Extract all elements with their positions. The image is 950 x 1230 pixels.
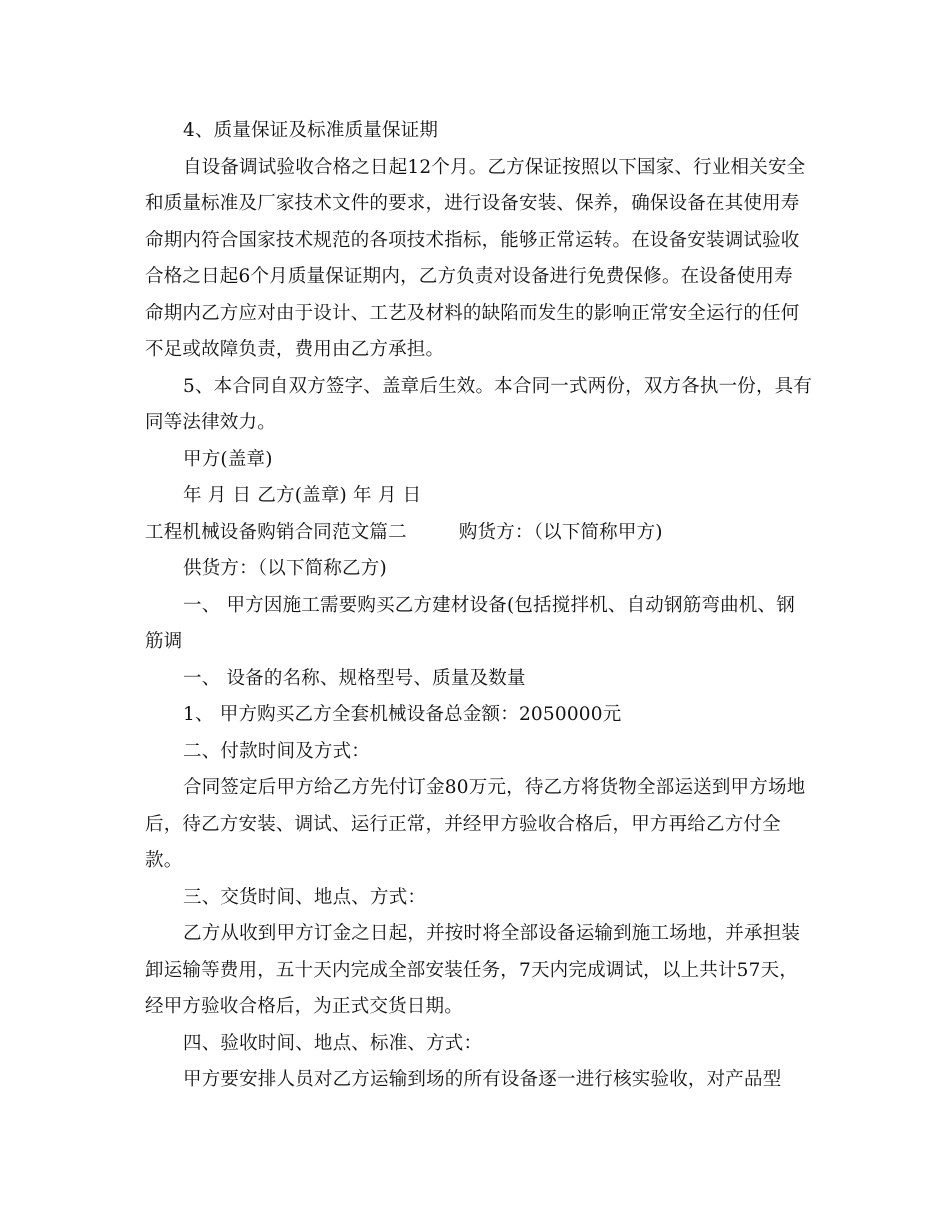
supplier-label: 供货方：（以下简称乙方) — [183, 558, 387, 579]
contract-title-line — [145, 520, 810, 546]
paragraph-line: 自设备调试验收合格之日起12个月。乙方保证按照以下国家、行业相关安全 — [183, 157, 806, 178]
paragraph-line: 同等法律效力。 — [145, 412, 276, 433]
paragraph-line: 卸运输等费用，五十天内完成全部安装任务，7天内完成调试，以上共计57天， — [145, 960, 799, 981]
paragraph-line: 后，待乙方安装、调试、运行正常，并经甲方验收合格后，甲方再给乙方付全 — [145, 814, 781, 835]
party-a-seal-line: 甲方(盖章) — [183, 449, 273, 470]
paragraph-line: 合同签定后甲方给乙方先付订金80万元，待乙方将货物全部运送到甲方场地 — [183, 777, 806, 798]
paragraph-line: 乙方从收到甲方订金之日起，并按时将全部设备运输到施工场地，并承担装 — [183, 923, 801, 944]
signature-date-line: 年 月 日 乙方(盖章) 年 月 日 — [183, 485, 422, 506]
section-heading-quality-guarantee: 4、质量保证及标准质量保证期 — [183, 120, 439, 141]
paragraph-line: 命期内乙方应对由于设计、工艺及材料的缺陷而发生的影响正常安全运行的任何 — [145, 303, 800, 324]
paragraph-line: 命期内符合国家技术规范的各项技术指标，能够正常运转。在设备安装调试验收 — [145, 230, 800, 251]
paragraph-line: 5、本合同自双方签字、盖章后生效。本合同一式两份，双方各执一份，具有 — [183, 376, 813, 397]
paragraph-line: 1、 甲方购买乙方全套机械设备总金额：2050000元 — [183, 704, 622, 725]
buyer-label: 购货方：（以下简称甲方) — [458, 522, 663, 543]
paragraph-line: 和质量标准及厂家技术文件的要求，进行设备安装、保养，确保设备在其使用寿 — [145, 193, 800, 214]
paragraph-line: 款。 — [145, 850, 183, 871]
section-heading-equipment: 一、 设备的名称、规格型号、质量及数量 — [183, 668, 526, 689]
paragraph-line: 合格之日起6个月质量保证期内，乙方负责对设备进行免费保修。在设备使用寿 — [145, 266, 793, 287]
contract-title: 工程机械设备购销合同范文篇二 — [145, 522, 407, 543]
paragraph-line: 经甲方验收合格后，为正式交货日期。 — [145, 996, 463, 1017]
section-heading-acceptance: 四、验收时间、地点、标准、方式： — [183, 1033, 483, 1054]
paragraph-line: 筋调 — [145, 631, 183, 652]
section-heading-delivery: 三、交货时间、地点、方式： — [183, 887, 427, 908]
paragraph-line: 甲方要安排人员对乙方运输到场的所有设备逐一进行核实验收，对产品型 — [183, 1069, 782, 1090]
paragraph-line: 一、 甲方因施工需要购买乙方建材设备(包括搅拌机、自动钢筋弯曲机、钢 — [183, 595, 795, 616]
paragraph-line: 不足或故障负责，费用由乙方承担。 — [145, 339, 445, 360]
section-heading-payment: 二、付款时间及方式： — [183, 741, 371, 762]
